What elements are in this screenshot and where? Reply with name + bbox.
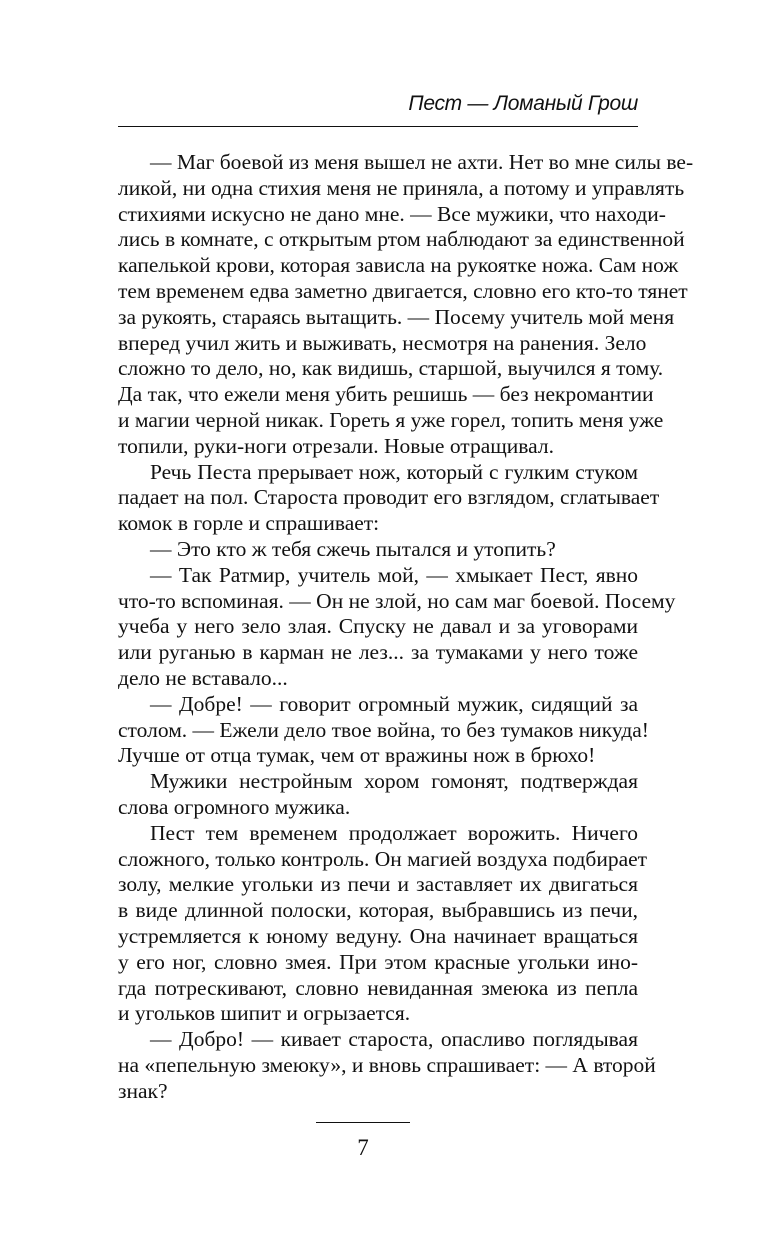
text-line: Пест тем временем продолжает ворожить. Ничего [150, 820, 638, 845]
text-line: или руганью в карман не лез... за тумаками у него тоже [118, 640, 638, 665]
paragraph [118, 691, 649, 769]
text-line: в виде длинной полоски, которая, выбравшись из печи, [118, 898, 638, 923]
text-line: — Это кто ж тебя сжечь пытался и утопить? [150, 536, 556, 561]
text-line: — Добро! — кивает староста, опасливо поглядывая [150, 1027, 638, 1052]
paragraph [118, 459, 660, 537]
text-line: дело не вставало... [118, 665, 288, 690]
text-line: Речь Песта прерывает нож, который с гулким стуком [150, 459, 638, 484]
text-line: — Так Ратмир, учитель мой, — хмыкает Пест, явно [150, 562, 638, 587]
paragraph [118, 562, 676, 692]
paragraph [118, 769, 638, 821]
text-line: на «пепельную змеюку», и вновь спрашивает: — А второй [118, 1052, 656, 1077]
text-line: столом. — Ежели дело твое война, то без тумаков никуда! [118, 717, 649, 742]
text-line: что-то вспоминая. — Он не злой, но сам маг боевой. Посему [118, 588, 676, 613]
paragraph [118, 1027, 656, 1104]
text-line: знак? [118, 1078, 168, 1103]
text-line: тем временем едва заметно двигается, словно его кто-то тянет [118, 278, 688, 303]
page-number: 7 [357, 1135, 369, 1160]
text-line: — Добре! — говорит огромный мужик, сидящий за [150, 691, 638, 716]
text-line: топили, руки-ноги отрезали. Новые отращивал. [118, 433, 555, 458]
text-line: устремляется к юному ведуну. Она начинает вращаться [118, 923, 638, 948]
text-line: за рукоять, стараясь вытащить. — Посему учитель мой меня [118, 304, 675, 329]
body-text [118, 150, 694, 1104]
text-line: Лучше от отца тумак, чем от вражины нож в брюхо! [118, 743, 596, 768]
text-line: слова огромного мужика. [118, 794, 351, 819]
text-line: стихиями искусно не дано мне. — Все мужики, что находи- [118, 201, 666, 226]
text-line: ликой, ни одна стихия меня не приняла, а потому и управлять [118, 175, 685, 200]
text-line: гда потрескивают, словно невиданная змеюка из пепла [118, 975, 638, 1000]
text-line: учеба у него зело злая. Спуску не давал и за уговорами [118, 614, 638, 639]
text-line: лись в комнате, с открытым ртом наблюдают за единственной [118, 227, 685, 252]
footer-rule [316, 1122, 410, 1123]
running-title: Пест — Ломаный Грош [408, 92, 638, 115]
paragraph [118, 150, 694, 460]
text-line: комок в горле и спрашивает: [118, 511, 380, 536]
paragraph [118, 537, 638, 563]
text-line: Мужики нестройным хором гомонят, подтверждая [150, 769, 638, 794]
text-line: сложно то дело, но, как видишь, старшой, выучился я тому. [118, 356, 664, 381]
text-line: падает на пол. Староста проводит его взглядом, сглатывает [118, 485, 660, 510]
header-rule [118, 126, 638, 127]
text-line: капелькой крови, которая зависла на рукоятке ножа. Сам нож [118, 253, 679, 278]
text-line: у его ног, словно змея. При этом красные угольки ино- [118, 949, 638, 974]
text-line: — Маг боевой из меня вышел не ахти. Нет во мне силы ве- [150, 150, 694, 174]
text-line: золу, мелкие угольки из печи и заставляет их двигаться [118, 872, 638, 897]
text-line: и угольков шипит и огрызается. [118, 1001, 411, 1026]
text-line: вперед учил жить и выживать, несмотря на ранения. Зело [118, 330, 647, 355]
paragraph [118, 820, 648, 1027]
text-line: сложного, только контроль. Он магией воздуха подбирает [118, 846, 648, 871]
text-line: Да так, что ежели меня убить решишь — без некромантии [118, 382, 654, 407]
text-line: и магии черной никак. Гореть я уже горел, топить меня уже [118, 407, 664, 432]
